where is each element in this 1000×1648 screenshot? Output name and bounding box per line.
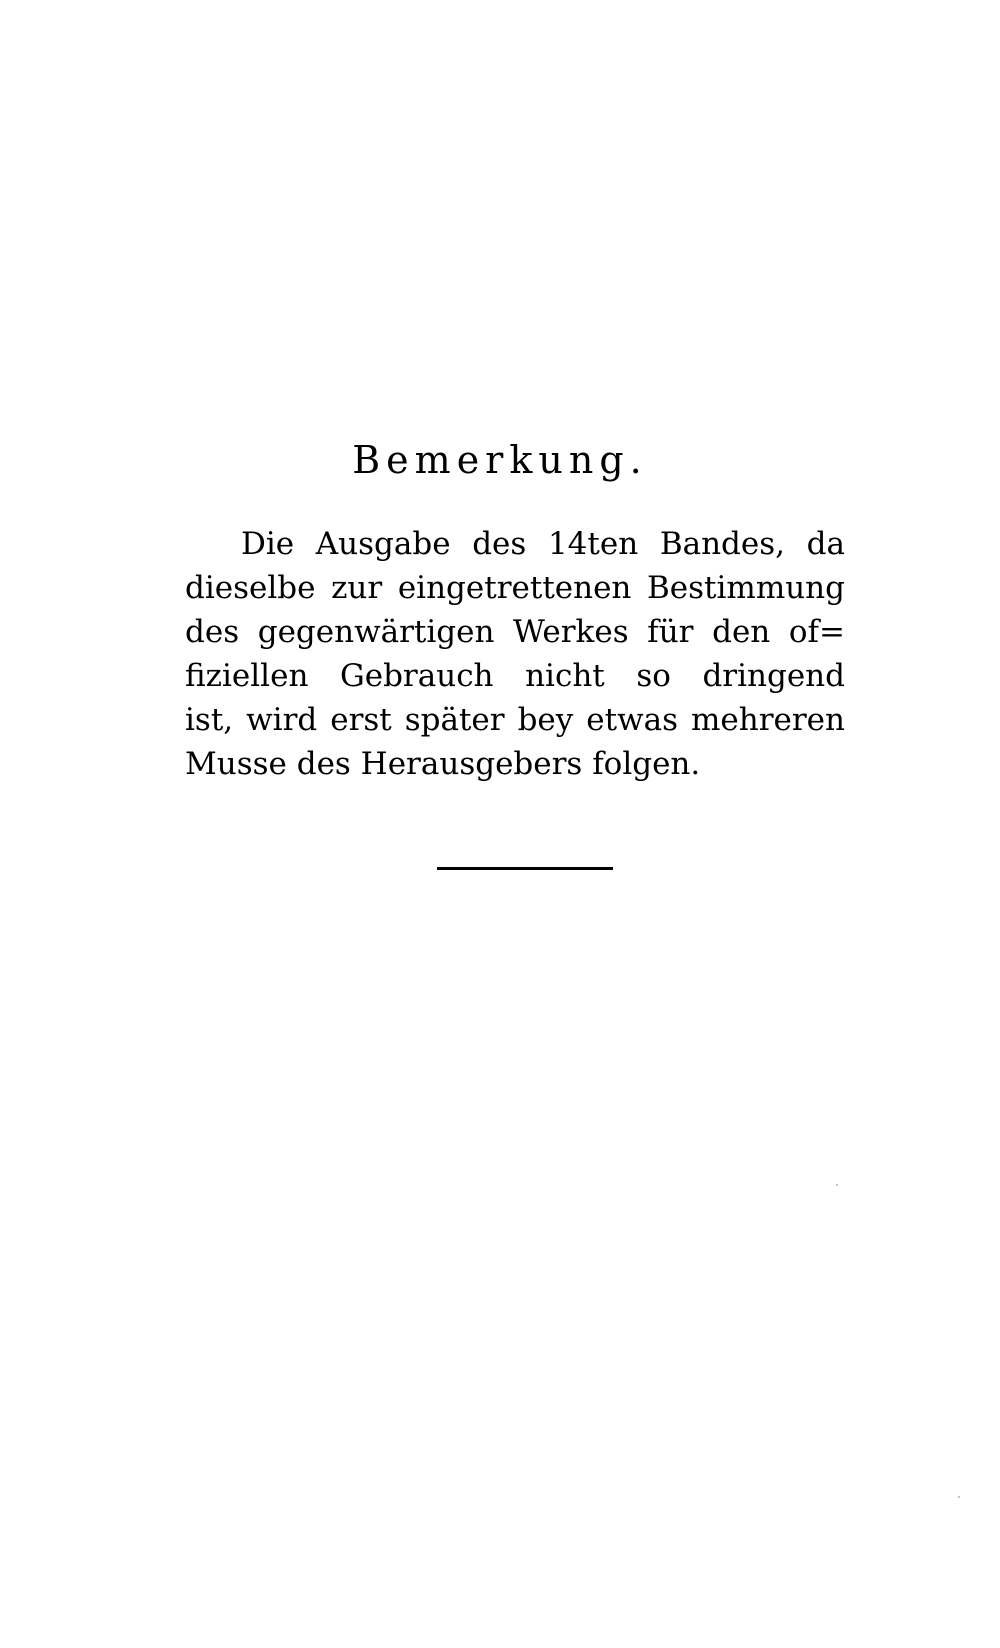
paragraph-line: Musse des Herausgebers folgen. [185, 746, 701, 782]
paragraph-line: dieselbe zur eingetrettenen Bestimmung [185, 570, 845, 606]
paragraph-line: fiziellen Gebrauch nicht so dringend [185, 658, 845, 694]
paragraph-line: Die Ausgabe des 14ten Bandes, da [241, 526, 845, 562]
paragraph-line: ist, wird erst später bey etwas mehreren [185, 702, 845, 738]
paper-speck [958, 1496, 960, 1498]
paragraph-line: des gegenwärtigen Werkes für den of= [185, 614, 845, 650]
paper-speck [836, 1184, 838, 1186]
horizontal-rule [437, 867, 613, 870]
remark-paragraph [185, 522, 845, 786]
page-heading: Bemerkung. [352, 438, 648, 482]
